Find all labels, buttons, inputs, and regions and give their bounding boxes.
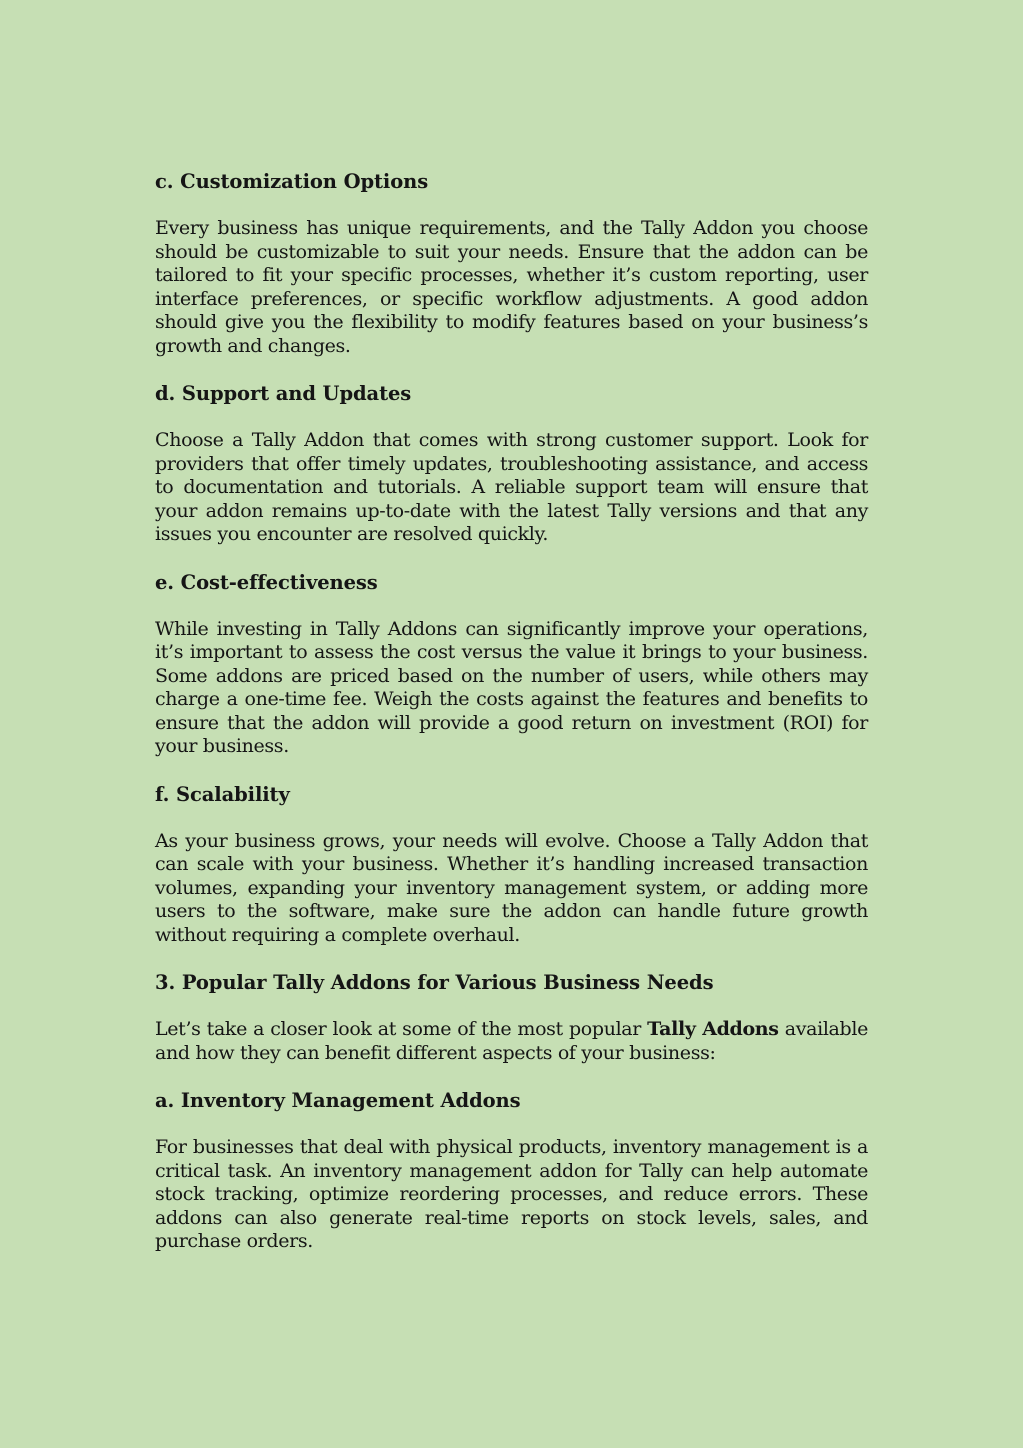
- page-content: [155, 170, 868, 1278]
- section-body-customization-options: Every business has unique requirements, and the Tally Addon you choose should be customizable to suit your needs. Ensure that the addon can be tailored to fit your specific processes, whether it’s custom reporting, user interface preferences, or specific workflow adjustments. A good addon should give you the flexibility to modify features based on your business’s growth and changes.: [155, 217, 868, 357]
- section-heading-customization-options: c. Customization Options: [155, 170, 429, 193]
- section-heading-support-and-updates: d. Support and Updates: [155, 382, 412, 405]
- section-body-support-and-updates: Choose a Tally Addon that comes with strong customer support. Look for providers that offer timely updates, troubleshooting assistance, and access to documentation and tutorials. A reliable support team will ensure that your addon remains up-to-date with the latest Tally versions and that any issues you encounter are resolved quickly.: [155, 429, 868, 545]
- section-body-cost-effectiveness: While investing in Tally Addons can significantly improve your operations, it’s important to assess the cost versus the value it brings to your business. Some addons are priced based on the number of users, while others may charge a one-time fee. Weigh the costs against the features and benefits to ensure that the addon will provide a good return on investment (ROI) for your business.: [155, 617, 868, 757]
- body-text-after: available and how they can benefit different aspects of your business:: [155, 1018, 868, 1064]
- section-heading-scalability: f. Scalability: [155, 782, 290, 806]
- section-body-popular-tally-addons: [155, 1018, 868, 1065]
- section-heading-cost-effectiveness: e. Cost-effectiveness: [155, 570, 378, 594]
- section-body-scalability: As your business grows, your needs will evolve. Choose a Tally Addon that can scale with your business. Whether it’s handling increased transaction volumes, expanding your inventory management system, or adding more users to the software, make sure the addon can handle future growth without requiring a complete overhaul.: [155, 829, 868, 946]
- body-text-before: Let’s take a closer look at some of the most popular: [155, 1018, 648, 1040]
- body-text-emphasis: Tally Addons: [647, 1018, 779, 1040]
- section-heading-popular-tally-addons: 3. Popular Tally Addons for Various Business Needs: [155, 971, 714, 994]
- section-heading-inventory-management-addons: a. Inventory Management Addons: [155, 1089, 521, 1112]
- section-body-inventory-management-addons: For businesses that deal with physical products, inventory management is a critical task. An inventory management addon for Tally can help automate stock tracking, optimize reordering processes, and reduce errors. These addons can also generate real-time reports on stock levels, sales, and purchase orders.: [155, 1136, 868, 1252]
